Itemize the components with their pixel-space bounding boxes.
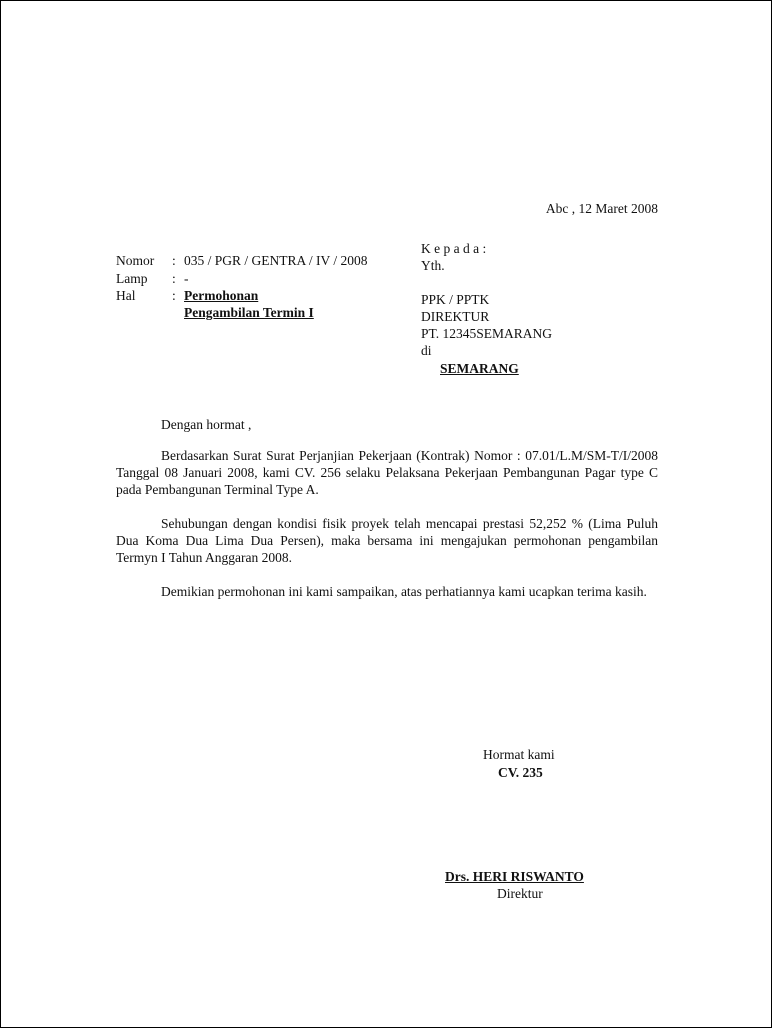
- lamp-value: -: [184, 271, 189, 286]
- salutation: Dengan hormat ,: [161, 417, 252, 432]
- signer-title: Direktur: [497, 886, 543, 901]
- hal-label: Hal: [116, 288, 136, 303]
- closing-greeting: Hormat kami: [483, 747, 555, 762]
- hal-line2: Pengambilan Termin I: [184, 305, 314, 320]
- body-paragraph-3: Demikian permohonan ini kami sampaikan, atas perhatiannya kami ucapkan terima kasih.: [161, 584, 647, 599]
- recipient-line3: PT. 12345SEMARANG: [421, 326, 553, 341]
- body-paragraph-1: Berdasarkan Surat Surat Perjanjian Pekerjaan (Kontrak) Nomor : 07.01/L.M/SM-T/I/2008 Tanggal 08 Januari 2008, kami CV. 256 selaku Pelaksana Pekerjaan Pembangunan Pagar type C pada Pembangunan Terminal Type A.: [116, 448, 658, 497]
- recipient-line1: PPK / PPTK: [421, 292, 490, 307]
- hal-separator: :: [172, 288, 176, 303]
- nomor-label: Nomor: [116, 253, 155, 268]
- signer-name: Drs. HERI RISWANTO: [445, 869, 584, 884]
- recipient-yth: Yth.: [421, 258, 445, 273]
- closing-company: CV. 235: [498, 765, 543, 780]
- recipient-city: SEMARANG: [440, 361, 519, 376]
- recipient-di: di: [421, 343, 432, 358]
- hal-line1: Permohonan: [184, 288, 259, 303]
- date-line: Abc , 12 Maret 2008: [545, 201, 658, 216]
- body-paragraph-2: Sehubungan dengan kondisi fisik proyek telah mencapai prestasi 52,252 % (Lima Puluh Dua Koma Dua Lima Dua Persen), maka bersama ini mengajukan permohonan pengambilan Termyn I Tahun Anggaran 2008.: [116, 516, 658, 565]
- lamp-label: Lamp: [116, 271, 148, 286]
- recipient-line2: DIREKTUR: [421, 309, 490, 324]
- nomor-separator: :: [172, 253, 176, 268]
- lamp-separator: :: [172, 271, 176, 286]
- nomor-value: 035 / PGR / GENTRA / IV / 2008: [184, 253, 368, 268]
- recipient-kepada: K e p a d a :: [421, 241, 487, 256]
